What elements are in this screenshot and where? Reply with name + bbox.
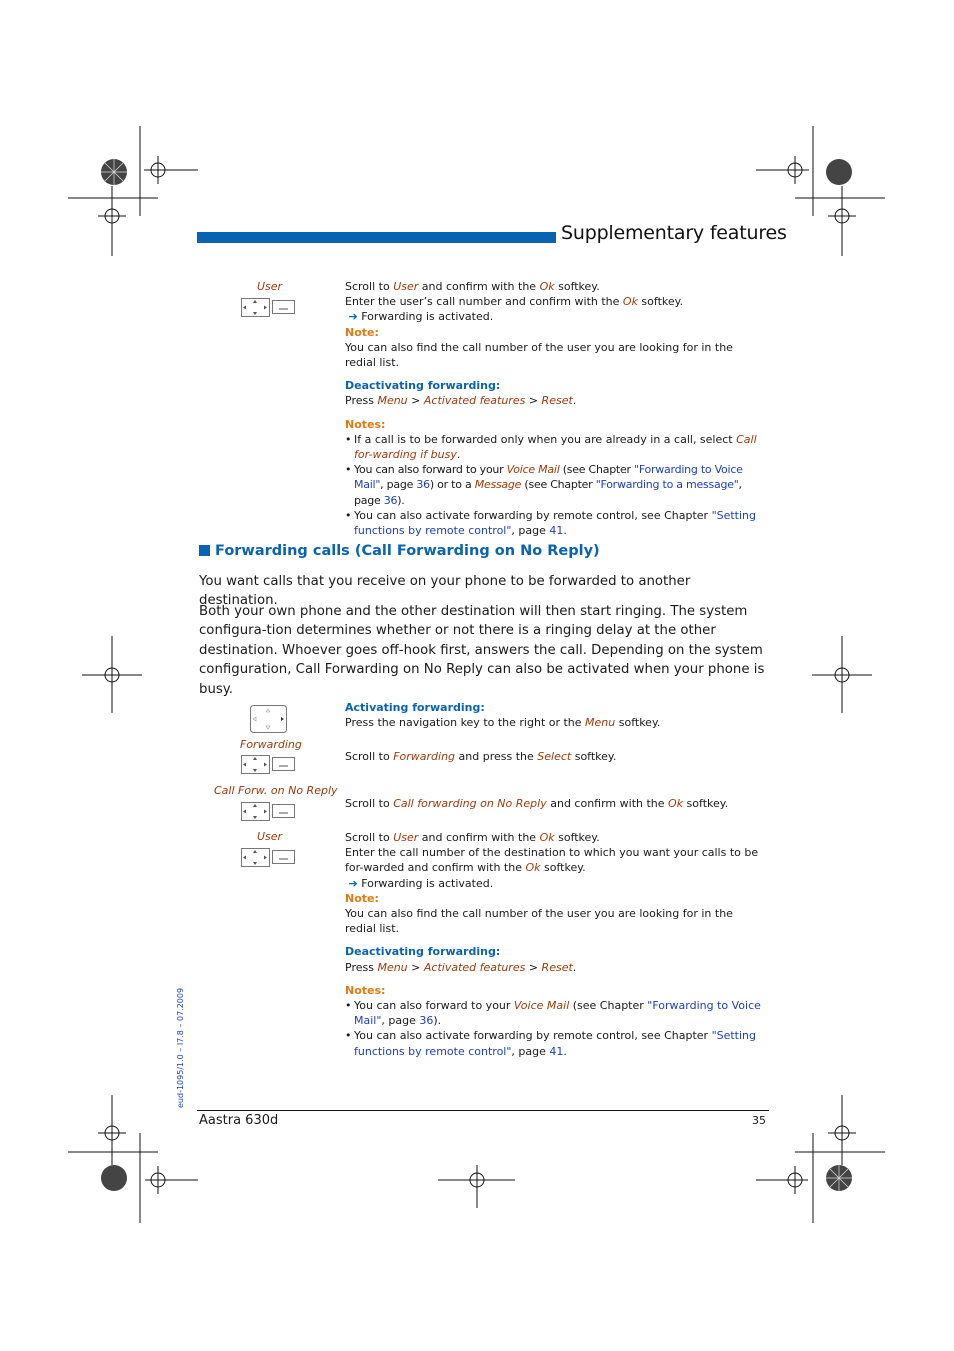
link-page-36[interactable]: 36: [383, 493, 398, 507]
note-text: You can also find the call number of the user you are looking for in the redial list.: [345, 340, 733, 370]
nav-key-softkey-icon: [241, 848, 297, 868]
label-forwarding: Forwarding: [240, 738, 302, 751]
intro-paragraph-1: You want calls that you receive on your phone to be forwarded to another destination.: [199, 574, 691, 609]
navigation-key-icon: [250, 705, 288, 733]
block1-text: [345, 279, 765, 538]
list-item: • You can also forward to your Voice Mail (see Chapter "Forwarding to Voice Mail", page 36).: [345, 998, 765, 1028]
deactivating-heading: Deactivating forwarding:: [345, 379, 501, 393]
activating-heading: Activating forwarding:: [345, 701, 485, 714]
step-enter-destination: Enter the call number of the destination to which you want your calls to be for-warded and confirm with the Ok softkey.: [345, 846, 759, 875]
page-title: Supplementary features: [561, 222, 787, 244]
label-call-forw-no-reply: Call Forw. on No Reply: [214, 784, 338, 797]
step-enter-number: Enter the user’s call number and confirm with the Ok softkey.: [345, 295, 684, 309]
block2-text: [345, 830, 765, 1059]
deactivating-heading: Deactivating forwarding:: [345, 945, 501, 959]
link-forwarding-voice-mail[interactable]: "Forwarding to Voice Mail": [354, 463, 743, 492]
note-heading: Note:: [345, 891, 379, 905]
result-line: ➔ Forwarding is activated.: [348, 876, 494, 890]
footer-rule: [197, 1110, 769, 1111]
nav-key-softkey-icon: [241, 755, 297, 775]
square-bullet-icon: [199, 545, 210, 556]
list-item: • You can also forward to your Voice Mail (see Chapter "Forwarding to Voice Mail", page 36) or to a Message (see Chapter "Forwarding to a message", page 36).: [345, 462, 765, 508]
link-forwarding-voice-mail[interactable]: "Forwarding to Voice Mail": [354, 999, 761, 1028]
footer-product: Aastra 630d: [199, 1113, 279, 1128]
arrow-right-icon: ➔: [348, 310, 358, 324]
deactivating-path: Press Menu > Activated features > Reset.: [345, 394, 577, 408]
nav-key-softkey-icon: [241, 802, 297, 822]
label-user: User: [257, 280, 283, 293]
list-item: • If a call is to be forwarded only when you are already in a call, select Call for-warding if busy.: [345, 432, 765, 462]
note-text: You can also find the call number of the user you are looking for in the redial list.: [345, 907, 733, 936]
link-page-41[interactable]: 41: [549, 1044, 564, 1058]
step-press-nav-key: Press the navigation key to the right or the Menu softkey.: [345, 716, 661, 730]
note-heading: Note:: [345, 325, 379, 339]
link-forwarding-message[interactable]: "Forwarding to a message": [595, 478, 739, 492]
notes-heading: Notes:: [345, 417, 386, 431]
link-remote-control[interactable]: "Setting functions by remote control": [354, 508, 757, 538]
list-item: • You can also activate forwarding by remote control, see Chapter "Setting functions by remote control", page 41.: [345, 508, 765, 538]
nav-key-softkey-icon: [241, 298, 297, 318]
step-scroll-cfnr: Scroll to Call forwarding on No Reply and confirm with the Ok softkey.: [345, 797, 729, 810]
link-page-41[interactable]: 41: [549, 524, 564, 538]
step-scroll-user: Scroll to User and confirm with the Ok softkey.: [345, 831, 600, 844]
intro-paragraph-2: Both your own phone and the other destination will then start ringing. The system configura-tion determines whether or not there is a ringing delay at the other destination. Whoever goes off-hook first, answers the call. Depending on the system configuration, Call Forwarding on No Reply can also be activated when your phone is busy.: [199, 604, 765, 697]
result-line: ➔ Forwarding is activated.: [348, 310, 494, 324]
header-bar: [197, 232, 556, 243]
list-item: • You can also activate forwarding by remote control, see Chapter "Setting functions by remote control", page 41.: [345, 1028, 765, 1058]
link-page-36[interactable]: 36: [419, 1014, 434, 1028]
label-user: User: [257, 830, 283, 843]
step-scroll-user: Scroll to User and confirm with the Ok softkey.: [345, 280, 600, 293]
step-scroll-forwarding: Scroll to Forwarding and press the Select softkey.: [345, 750, 617, 763]
link-page-36[interactable]: 36: [416, 478, 430, 492]
activating-block: [345, 700, 765, 730]
document-code: eud-1095/1.0 – I7.8 – 07.2009: [176, 987, 185, 1108]
section-heading: Forwarding calls (Call Forwarding on No Reply): [199, 543, 600, 559]
deactivating-path: Press Menu > Activated features > Reset.: [345, 960, 577, 974]
arrow-right-icon: ➔: [348, 876, 358, 890]
page-number: 35: [752, 1114, 766, 1127]
notes-heading: Notes:: [345, 983, 386, 997]
link-remote-control[interactable]: "Setting functions by remote control": [354, 1029, 757, 1058]
